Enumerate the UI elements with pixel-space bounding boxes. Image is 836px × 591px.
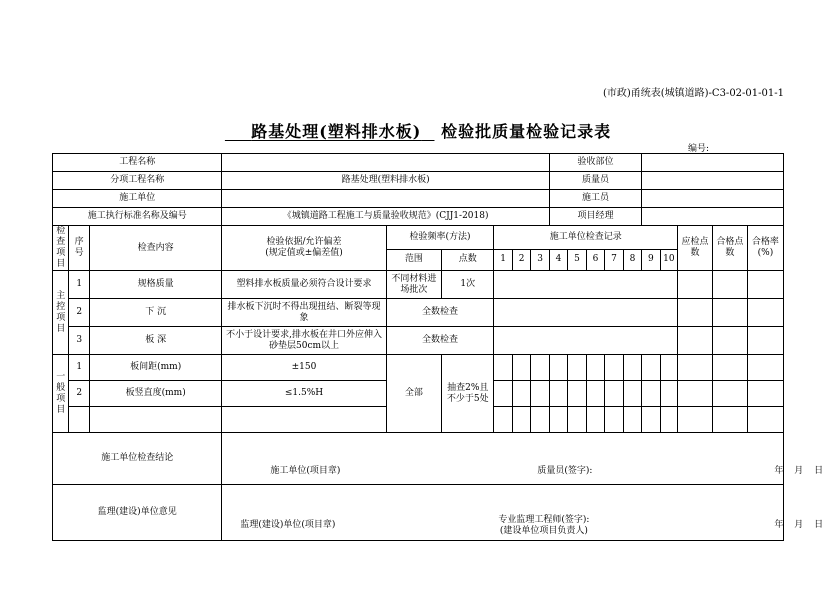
standard-value[interactable]: 《城镇道路工程施工与质量验收规范》(CJJ1-2018) xyxy=(222,208,549,226)
number-label: 编号: xyxy=(688,144,710,154)
construction-unit-value[interactable] xyxy=(222,190,549,208)
record-cell[interactable] xyxy=(531,355,549,381)
general-item-row xyxy=(53,355,784,381)
acceptance-part-label: 验收部位 xyxy=(549,154,641,172)
general-points: 抽查2%且不少于5处 xyxy=(442,355,494,433)
main-items-group: 主控项目 xyxy=(53,271,69,355)
basis-header xyxy=(222,226,386,271)
conclusion-row xyxy=(53,433,784,485)
item-basis: 塑料排水板质量必须符合设计要求 xyxy=(222,271,386,299)
item-pass-rate[interactable] xyxy=(747,381,783,407)
row-project-name xyxy=(53,154,784,172)
item-method: 全数检查 xyxy=(386,327,494,355)
header-row-1 xyxy=(53,226,784,250)
engineer-sign-line2: (建设单位项目负责人) xyxy=(499,526,588,536)
record-cell[interactable] xyxy=(623,407,642,433)
item-qualified[interactable] xyxy=(712,407,747,433)
record-cell[interactable] xyxy=(660,355,677,381)
record-cell[interactable] xyxy=(623,355,642,381)
record-num: 4 xyxy=(549,249,567,270)
item-qualified[interactable] xyxy=(712,381,747,407)
supervision-label: 监理(建设)单位意见 xyxy=(53,485,222,541)
row-standard xyxy=(53,208,784,226)
supervision-date: 年 月 日 xyxy=(774,520,824,530)
points-header: 点数 xyxy=(442,249,494,270)
pass-rate-header: 合格率(%) xyxy=(747,226,783,271)
item-qualified[interactable] xyxy=(712,271,747,299)
inspect-item-header: 检查项目 xyxy=(53,226,69,271)
record-cell[interactable] xyxy=(512,355,530,381)
record-num: 3 xyxy=(531,249,549,270)
item-pass-rate[interactable] xyxy=(747,407,783,433)
supervision-row xyxy=(53,485,784,541)
record-cell[interactable] xyxy=(494,381,512,407)
item-basis: 排水板下沉时不得出现扭结、断裂等现象 xyxy=(222,299,386,327)
item-no xyxy=(69,407,90,433)
title-subject: 路基处理(塑料排水板) xyxy=(251,122,422,141)
item-record[interactable] xyxy=(494,271,678,299)
item-range: 不同材料进场批次 xyxy=(386,271,441,299)
record-cell[interactable] xyxy=(660,407,677,433)
record-cell[interactable] xyxy=(586,355,604,381)
project-manager-label: 项目经理 xyxy=(549,208,641,226)
item-should-check[interactable] xyxy=(678,355,713,381)
sub-project-value[interactable]: 路基处理(塑料排水板) xyxy=(222,172,549,190)
item-record[interactable] xyxy=(494,299,678,327)
item-should-check[interactable] xyxy=(678,327,713,355)
record-cell[interactable] xyxy=(642,407,660,433)
record-cell[interactable] xyxy=(642,381,660,407)
item-basis: 不小于设计要求,排水板在井口外应伸入砂垫层50cm以上 xyxy=(222,327,386,355)
record-cell[interactable] xyxy=(586,407,604,433)
form-title xyxy=(0,119,836,142)
item-pass-rate[interactable] xyxy=(747,271,783,299)
sub-project-label: 分项工程名称 xyxy=(53,172,222,190)
basis-header-line2: (规定值或±偏差值) xyxy=(265,248,343,258)
supervision-engineer-sign xyxy=(498,515,589,537)
conclusion-quality-sign: 质量员(签字): xyxy=(537,466,593,476)
record-cell[interactable] xyxy=(605,381,623,407)
item-basis: ±150 xyxy=(222,355,386,381)
item-content: 板竖直度(mm) xyxy=(89,381,221,407)
qualified-points-header: 合格点数 xyxy=(712,226,747,271)
item-should-check[interactable] xyxy=(678,381,713,407)
supervision-unit-seal: 监理(建设)单位(项目章) xyxy=(240,520,336,530)
item-content: 下 沉 xyxy=(89,299,221,327)
main-item-row xyxy=(53,271,784,299)
record-num: 9 xyxy=(642,249,660,270)
record-cell[interactable] xyxy=(586,381,604,407)
record-num: 6 xyxy=(586,249,604,270)
record-num: 1 xyxy=(494,249,512,270)
item-basis: ≤1.5%H xyxy=(222,381,386,407)
main-item-row xyxy=(53,299,784,327)
item-should-check[interactable] xyxy=(678,271,713,299)
item-content xyxy=(89,407,221,433)
record-num: 8 xyxy=(623,249,642,270)
conclusion-area[interactable] xyxy=(222,433,824,485)
title-underlined xyxy=(225,122,435,141)
general-range: 全部 xyxy=(386,355,441,433)
form-code: (市政)甬统表(城镇道路)-C3-02-01-01-1 xyxy=(602,88,784,99)
project-name-value[interactable] xyxy=(222,154,549,172)
conclusion-label: 施工单位检查结论 xyxy=(53,433,222,485)
record-cell[interactable] xyxy=(623,381,642,407)
project-manager-value[interactable] xyxy=(642,208,784,226)
item-method: 全数检查 xyxy=(386,299,494,327)
record-cell[interactable] xyxy=(531,381,549,407)
item-qualified[interactable] xyxy=(712,299,747,327)
record-cell[interactable] xyxy=(605,407,623,433)
item-no: 1 xyxy=(69,271,90,299)
item-content: 板 深 xyxy=(89,327,221,355)
frequency-header: 检验频率(方法) xyxy=(386,226,494,250)
record-cell[interactable] xyxy=(512,407,530,433)
row-sub-project xyxy=(53,172,784,190)
item-should-check[interactable] xyxy=(678,299,713,327)
item-qualified[interactable] xyxy=(712,355,747,381)
title-rest: 检验批质量检验记录表 xyxy=(441,122,612,141)
record-cell[interactable] xyxy=(660,381,677,407)
item-record[interactable] xyxy=(494,327,678,355)
project-name-label: 工程名称 xyxy=(53,154,222,172)
item-points: 1次 xyxy=(442,271,494,299)
standard-label: 施工执行标准名称及编号 xyxy=(53,208,222,226)
acceptance-part-value[interactable] xyxy=(642,154,784,172)
general-items-group: 一般项目 xyxy=(53,355,69,433)
conclusion-date: 年 月 日 xyxy=(774,466,824,476)
construction-unit-label: 施工单位 xyxy=(53,190,222,208)
record-cell[interactable] xyxy=(605,355,623,381)
should-check-header: 应检点数 xyxy=(678,226,713,271)
quality-officer-value[interactable] xyxy=(642,172,784,190)
item-no: 1 xyxy=(69,355,90,381)
record-num: 5 xyxy=(568,249,586,270)
record-num: 10 xyxy=(660,249,677,270)
supervision-area[interactable] xyxy=(222,485,824,541)
item-content: 板间距(mm) xyxy=(89,355,221,381)
record-cell[interactable] xyxy=(512,381,530,407)
item-no: 2 xyxy=(69,381,90,407)
item-pass-rate[interactable] xyxy=(747,355,783,381)
record-header: 施工单位检查记录 xyxy=(494,226,678,250)
worker-value[interactable] xyxy=(642,190,784,208)
record-cell[interactable] xyxy=(549,381,567,407)
conclusion-unit-seal: 施工单位(项目章) xyxy=(270,466,341,476)
record-cell[interactable] xyxy=(568,355,586,381)
record-cell[interactable] xyxy=(494,355,512,381)
record-cell[interactable] xyxy=(549,407,567,433)
worker-label: 施工员 xyxy=(549,190,641,208)
quality-officer-label: 质量员 xyxy=(549,172,641,190)
record-cell[interactable] xyxy=(568,381,586,407)
inspection-form-table xyxy=(52,153,824,541)
record-cell[interactable] xyxy=(568,407,586,433)
item-should-check[interactable] xyxy=(678,407,713,433)
item-pass-rate[interactable] xyxy=(747,299,783,327)
range-header: 范围 xyxy=(386,249,441,270)
record-cell[interactable] xyxy=(531,407,549,433)
record-num: 7 xyxy=(605,249,623,270)
item-no: 3 xyxy=(69,327,90,355)
record-num: 2 xyxy=(512,249,530,270)
content-header: 检查内容 xyxy=(89,226,221,271)
record-cell[interactable] xyxy=(642,355,660,381)
item-no: 2 xyxy=(69,299,90,327)
seq-header: 序号 xyxy=(69,226,90,271)
item-pass-rate[interactable] xyxy=(747,327,783,355)
basis-header-line1: 检验依据/允许偏差 xyxy=(266,237,342,247)
item-basis xyxy=(222,407,386,433)
engineer-sign-line1: 专业监理工程师(签字): xyxy=(498,515,590,525)
row-construction-unit xyxy=(53,190,784,208)
record-cell[interactable] xyxy=(549,355,567,381)
main-item-row xyxy=(53,327,784,355)
item-qualified[interactable] xyxy=(712,327,747,355)
item-content: 规格质量 xyxy=(89,271,221,299)
record-cell[interactable] xyxy=(494,407,512,433)
